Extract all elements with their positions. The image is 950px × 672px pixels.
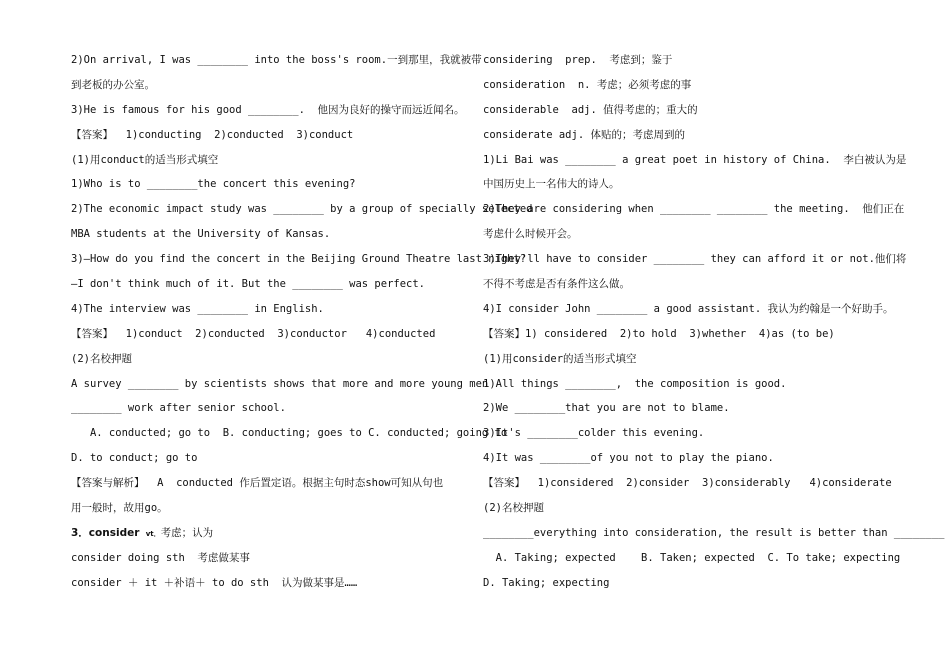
text-line: 1)Li Bai was ________ a great poet in history of China. 李白被认为是 [483,153,907,166]
text-line: consider ＋ it ＋补语＋ to do sth 认为做某事是…… [71,576,358,589]
heading-pos: vt． [145,529,161,538]
text-line: consider doing sth 考虑做某事 [71,551,250,564]
text-line: 3)He is famous for his good ________. 他因为良好的操守而远近闻名。 [71,103,465,116]
text-line: considerate adj. 体贴的；考虑周到的 [483,128,685,141]
text-line: A survey ________ by scientists shows that more and more young men [71,377,489,390]
text-line: 4)I consider John ________ a good assistant. 我认为约翰是一个好助手。 [483,302,894,315]
text-line: MBA students at the University of Kansas. [71,228,331,241]
right-column [483,52,945,600]
text-line: 4)The interview was ________ in English. [71,302,324,315]
text-line: considering prep. 考虑到；鉴于 [483,54,673,66]
section-title: (2)名校押题 [483,502,544,515]
text-line: 4)It was ________of you not to play the piano. [483,452,774,465]
text-line: considerable adj. 值得考虑的；重大的 [483,103,698,116]
text-line: 2)We ________that you are not to blame. [483,402,730,415]
answer-line: 【答案与解析】 A conducted 作后置定语。根据主句时态show可知从句也 [71,477,444,490]
section-title: (1)用consider的适当形式填空 [483,352,637,365]
text-line: —I don't think much of it. But the ________ was perfect. [71,278,426,291]
text-line: 不得不考虑是否有条件这么做。 [483,278,630,291]
text-line: 考虑什么时候开会。 [483,228,578,241]
section-title: (1)用conduct的适当形式填空 [71,153,219,166]
heading-word: 3．consider [71,526,140,539]
options-line: D. to conduct; go to [71,452,198,465]
text-line: 2)The economic impact study was ________ by a group of specially selected [71,203,533,216]
text-line: 3)It's ________colder this evening. [483,427,705,440]
text-line: ________ work after senior school. [71,402,286,415]
answer-line: 【答案】 1)conducting 2)conducted 3)conduct [71,128,354,141]
options-line: D. Taking; expecting [483,576,610,589]
section-title: (2)名校押题 [71,352,132,365]
text-line: 3)They'll have to consider ________ they can afford it or not.他们将 [483,253,907,266]
text-line: 中国历史上一名伟大的诗人。 [483,178,620,191]
answer-line: 【答案】 1)considered 2)consider 3)considerably 4)considerate [483,477,892,490]
text-line: 1)All things ________, the composition is good. [483,377,787,390]
options-line: A. conducted; go to B. conducting; goes to C. conducted; going to [71,427,508,440]
vocab-heading [71,525,469,550]
text-line: ________everything into consideration, the result is better than ________ [483,526,945,539]
heading-meaning: 考虑；认为 [160,526,214,539]
answer-line: 【答案】1) considered 2)to hold 3)whether 4)as (to be) [483,327,835,340]
text-line: 3)—How do you find the concert in the Beijing Ground Theatre last night? [71,253,527,266]
text-line: 2)They are considering when ________ ________ the meeting. 他们正在 [483,203,905,216]
options-line: A. Taking; expected B. Taken; expected C. To take; expecting [483,551,901,564]
text-line: 2)On arrival, I was ________ into the boss's room.一到那里，我就被带 [71,54,482,66]
answer-line: 【答案】 1)conduct 2)conducted 3)conductor 4)conducted [71,327,436,340]
text-line: consideration n. 考虑；必须考虑的事 [483,78,692,91]
text-line: 1)Who is to ________the concert this evening? [71,178,356,191]
text-line: 到老板的办公室。 [71,78,155,91]
text-line: 用一般时，故用go。 [71,502,168,515]
